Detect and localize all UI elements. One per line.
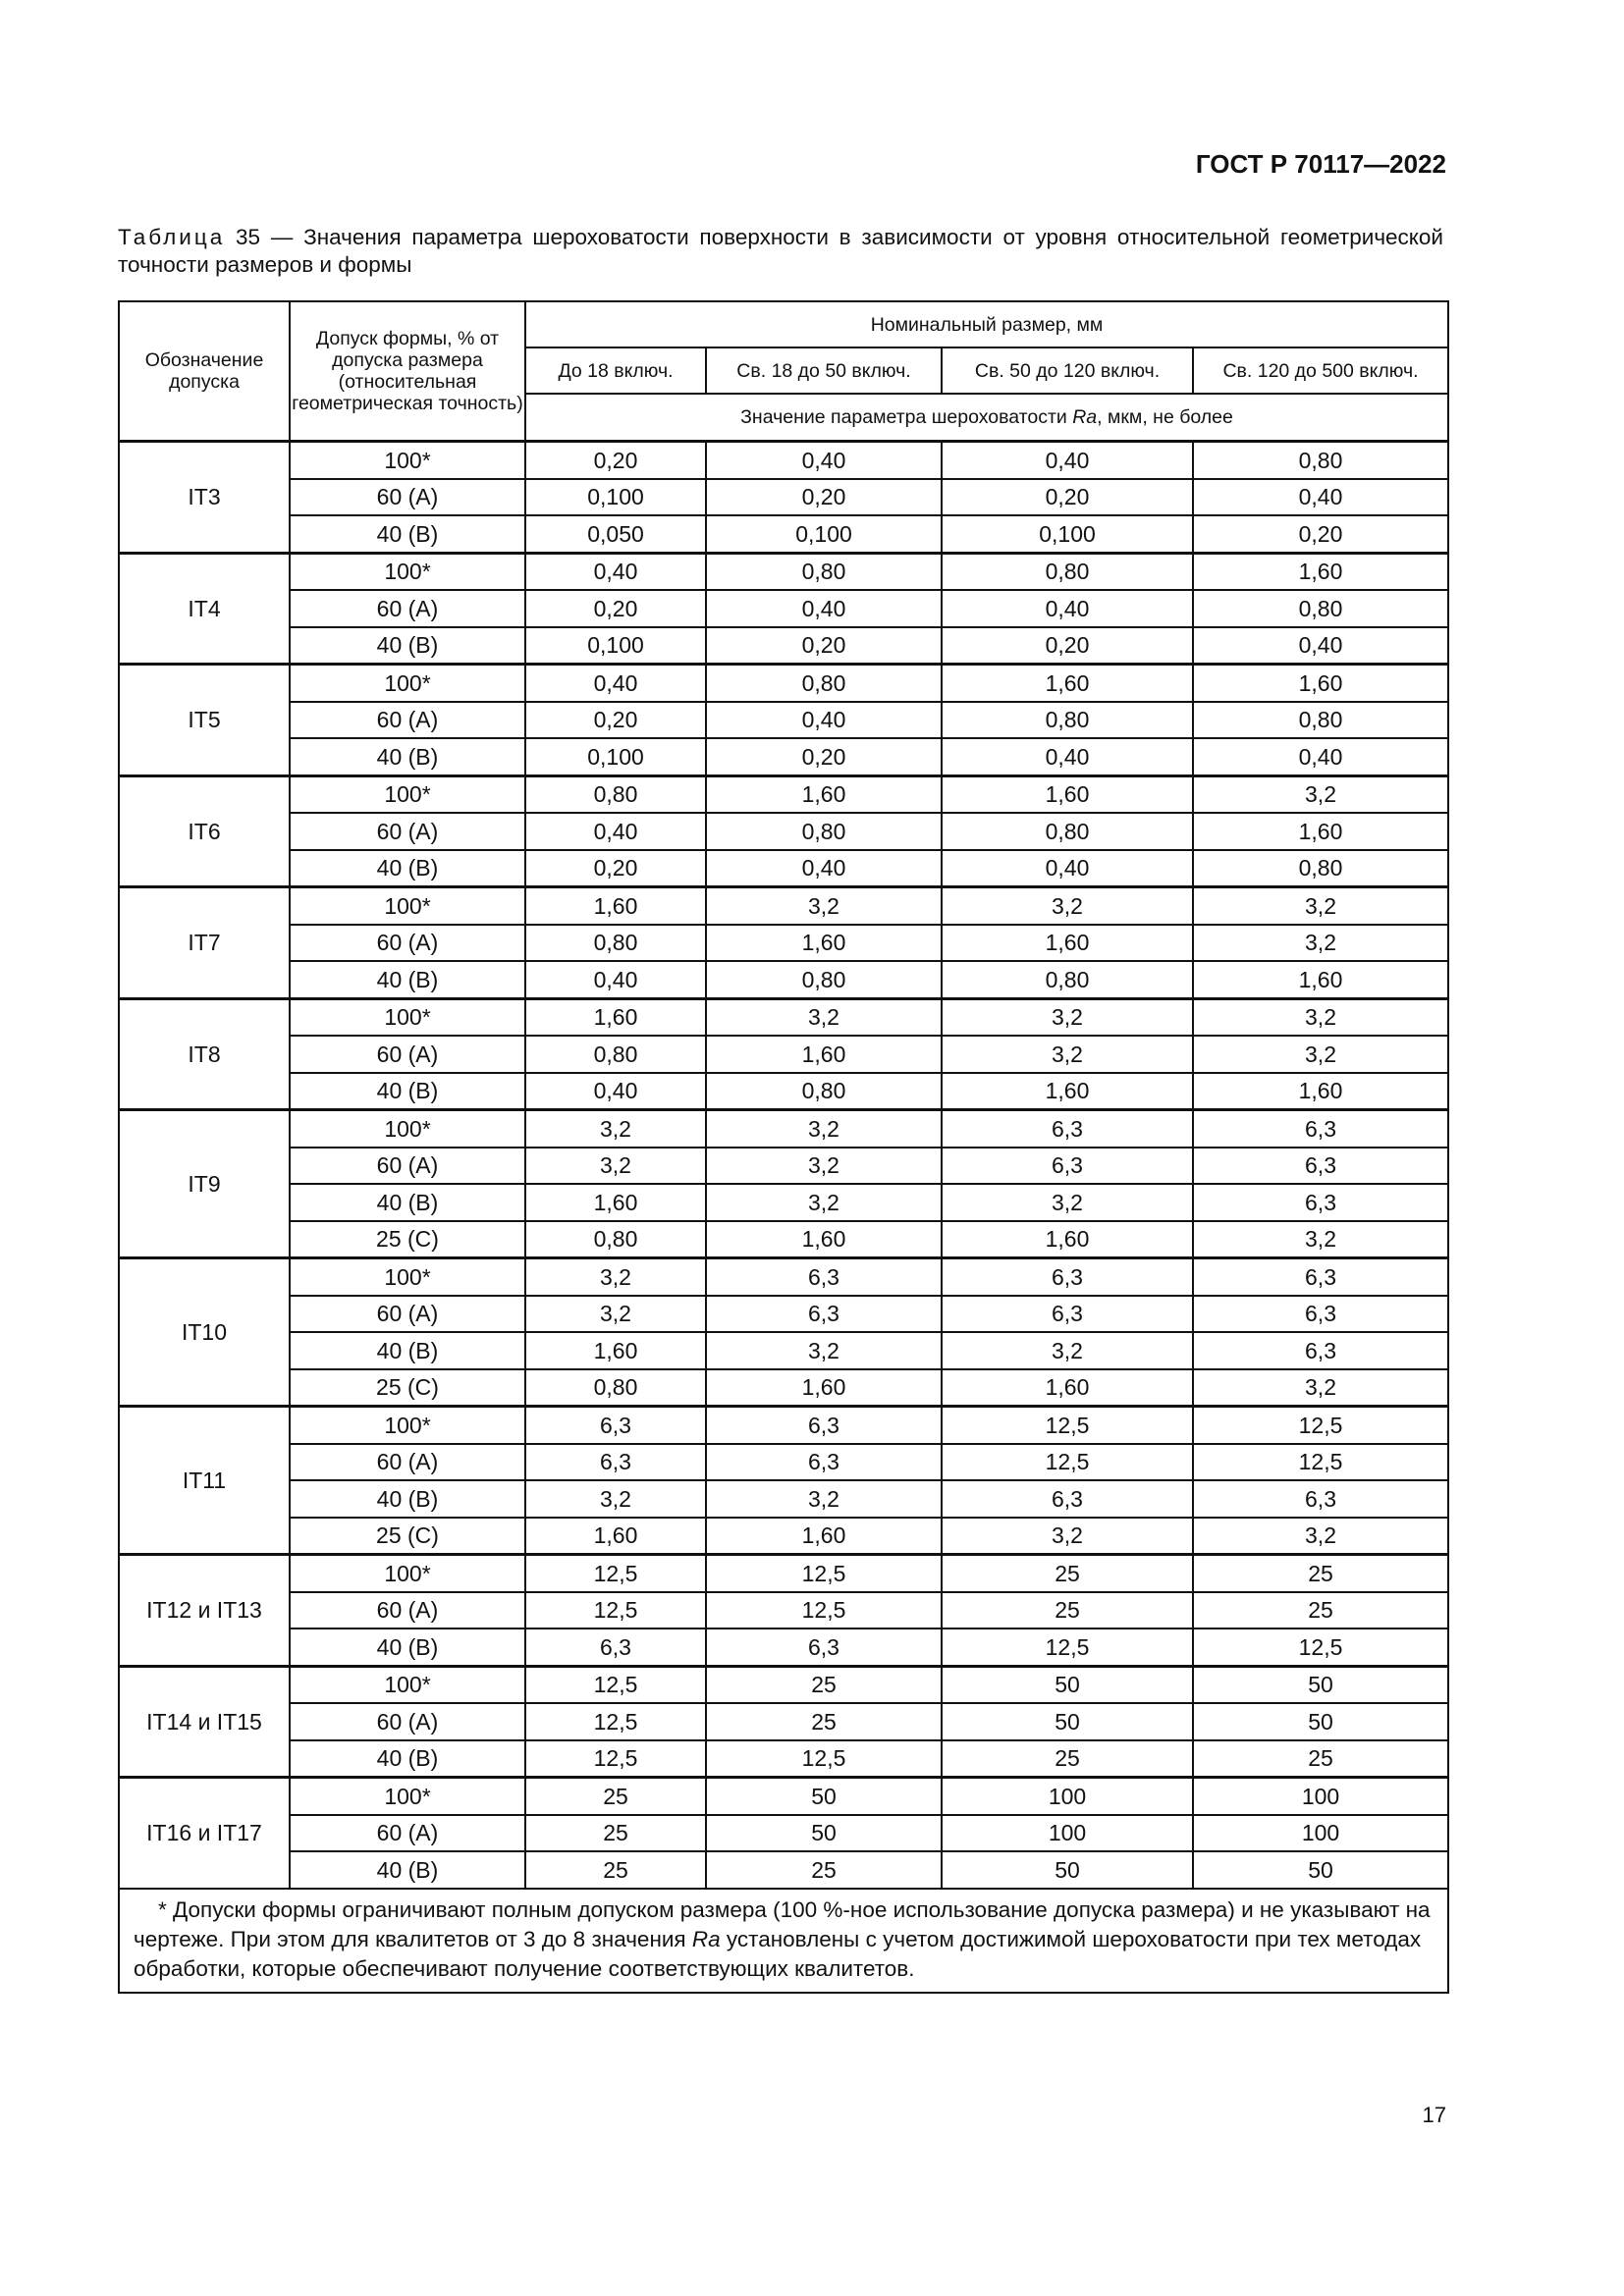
table-caption [118,224,1443,279]
form-tolerance-cell: 60 (A) [290,925,525,962]
table-row [119,1221,1448,1258]
table-row [119,813,1448,850]
table-row [119,627,1448,665]
ra-value-cell: 0,20 [942,479,1193,516]
table-row [119,1851,1448,1889]
tolerance-designation: IT14 и IT15 [119,1666,290,1778]
ra-value-cell: 0,050 [525,515,706,553]
table-row [119,1407,1448,1444]
table-row [119,553,1448,590]
form-tolerance-cell: 60 (A) [290,590,525,627]
ra-value-cell: 1,60 [942,1369,1193,1407]
ra-value-cell: 0,80 [942,961,1193,998]
ra-value-cell: 0,80 [1193,442,1448,479]
table-caption-number: 35 [236,225,261,249]
ra-value-cell: 1,60 [525,1332,706,1369]
ra-value-cell: 0,80 [525,1369,706,1407]
ra-value-cell: 25 [525,1778,706,1815]
table-body [119,442,1448,1889]
ra-value-cell: 50 [706,1778,942,1815]
ra-caption-suffix: , мкм, не более [1097,406,1233,428]
ra-value-cell: 100 [1193,1815,1448,1852]
table-row [119,1480,1448,1518]
ra-value-cell: 12,5 [942,1407,1193,1444]
form-tolerance-cell: 60 (A) [290,1592,525,1629]
form-tolerance-cell: 40 (B) [290,515,525,553]
ra-value-cell: 12,5 [525,1592,706,1629]
ra-value-cell: 100 [942,1778,1193,1815]
form-tolerance-cell: 60 (A) [290,1148,525,1185]
ra-value-cell: 3,2 [525,1148,706,1185]
ra-value-cell: 25 [525,1851,706,1889]
ra-symbol: Ra [1072,406,1098,428]
ra-value-cell: 6,3 [706,1258,942,1296]
table-footnote-section [119,1889,1448,1993]
ra-value-cell: 12,5 [525,1555,706,1592]
ra-value-cell: 0,40 [1193,738,1448,775]
table-row [119,1296,1448,1333]
ra-value-cell: 25 [525,1815,706,1852]
form-tolerance-cell: 60 (A) [290,702,525,739]
ra-value-cell: 1,60 [942,775,1193,813]
ra-value-cell: 12,5 [706,1740,942,1778]
ra-value-cell: 25 [942,1555,1193,1592]
ra-value-cell: 50 [942,1666,1193,1703]
form-tolerance-cell: 100* [290,442,525,479]
header-range: Св. 50 до 120 включ. [942,347,1193,394]
header-designation: Обозначение допуска [119,301,290,442]
table-row [119,1444,1448,1481]
ra-value-cell: 1,60 [706,925,942,962]
ra-value-cell: 1,60 [942,925,1193,962]
form-tolerance-cell: 40 (B) [290,1629,525,1666]
ra-value-cell: 1,60 [706,1518,942,1555]
ra-value-cell: 0,80 [706,553,942,590]
table-row [119,1258,1448,1296]
tolerance-designation: IT16 и IT17 [119,1778,290,1889]
roughness-table [118,300,1449,1994]
ra-value-cell: 6,3 [942,1148,1193,1185]
tolerance-designation: IT3 [119,442,290,554]
ra-value-cell: 0,100 [525,627,706,665]
ra-value-cell: 0,40 [706,850,942,887]
ra-value-cell: 1,60 [1193,553,1448,590]
ra-value-cell: 1,60 [1193,813,1448,850]
ra-value-cell: 0,40 [1193,479,1448,516]
ra-value-cell: 0,80 [706,961,942,998]
ra-value-cell: 0,40 [525,1073,706,1110]
ra-value-cell: 3,2 [1193,1518,1448,1555]
ra-value-cell: 0,80 [942,553,1193,590]
ra-value-cell: 0,40 [706,590,942,627]
tolerance-designation: IT7 [119,887,290,999]
tolerance-designation: IT4 [119,553,290,665]
ra-value-cell: 3,2 [942,998,1193,1036]
form-tolerance-cell: 40 (B) [290,627,525,665]
ra-value-cell: 12,5 [942,1629,1193,1666]
ra-value-cell: 12,5 [1193,1629,1448,1666]
ra-caption-prefix: Значение параметра шероховатости [740,406,1067,428]
ra-value-cell: 1,60 [942,1221,1193,1258]
ra-value-cell: 3,2 [525,1258,706,1296]
ra-value-cell: 3,2 [942,1184,1193,1221]
ra-value-cell: 6,3 [1193,1296,1448,1333]
form-tolerance-cell: 60 (A) [290,1815,525,1852]
form-tolerance-cell: 100* [290,998,525,1036]
ra-value-cell: 0,80 [1193,850,1448,887]
header-form-tolerance: Допуск формы, % от допуска размера (относительная геометрическая точность) [290,301,525,442]
ra-value-cell: 0,100 [525,738,706,775]
table-row [119,442,1448,479]
form-tolerance-cell: 60 (A) [290,813,525,850]
form-tolerance-cell: 40 (B) [290,1740,525,1778]
ra-value-cell: 3,2 [942,1332,1193,1369]
ra-value-cell: 6,3 [706,1296,942,1333]
form-tolerance-cell: 40 (B) [290,1480,525,1518]
form-tolerance-cell: 100* [290,887,525,925]
tolerance-designation: IT6 [119,775,290,887]
ra-value-cell: 25 [706,1851,942,1889]
ra-value-cell: 25 [1193,1592,1448,1629]
table-row [119,1592,1448,1629]
ra-value-cell: 6,3 [1193,1332,1448,1369]
table-row [119,1148,1448,1185]
table-row [119,1629,1448,1666]
form-tolerance-cell: 100* [290,665,525,702]
ra-value-cell: 3,2 [1193,925,1448,962]
ra-value-cell: 3,2 [706,1148,942,1185]
form-tolerance-cell: 100* [290,1407,525,1444]
ra-value-cell: 12,5 [525,1703,706,1740]
ra-value-cell: 3,2 [1193,998,1448,1036]
ra-value-cell: 1,60 [525,1518,706,1555]
form-tolerance-cell: 60 (A) [290,1703,525,1740]
tolerance-designation: IT5 [119,665,290,776]
ra-value-cell: 12,5 [942,1444,1193,1481]
ra-value-cell: 0,80 [525,775,706,813]
ra-value-cell: 6,3 [706,1407,942,1444]
ra-value-cell: 6,3 [942,1110,1193,1148]
ra-value-cell: 0,80 [1193,702,1448,739]
ra-value-cell: 3,2 [706,1110,942,1148]
table-row [119,665,1448,702]
ra-value-cell: 12,5 [525,1740,706,1778]
ra-value-cell: 50 [942,1851,1193,1889]
form-tolerance-cell: 100* [290,1110,525,1148]
ra-value-cell: 3,2 [525,1480,706,1518]
form-tolerance-cell: 40 (B) [290,1073,525,1110]
ra-value-cell: 1,60 [706,1369,942,1407]
page-number: 17 [1422,2103,1446,2127]
form-tolerance-cell: 60 (A) [290,1444,525,1481]
ra-value-cell: 1,60 [942,665,1193,702]
ra-value-cell: 0,40 [706,702,942,739]
ra-value-cell: 0,20 [706,479,942,516]
ra-value-cell: 0,80 [706,665,942,702]
table-row [119,1332,1448,1369]
ra-value-cell: 50 [706,1815,942,1852]
ra-value-cell: 0,40 [942,590,1193,627]
ra-value-cell: 6,3 [942,1296,1193,1333]
form-tolerance-cell: 40 (B) [290,1184,525,1221]
table-row [119,1073,1448,1110]
ra-value-cell: 6,3 [942,1258,1193,1296]
ra-value-cell: 25 [1193,1555,1448,1592]
ra-value-cell: 1,60 [525,1184,706,1221]
form-tolerance-cell: 100* [290,553,525,590]
ra-value-cell: 1,60 [942,1073,1193,1110]
ra-value-cell: 6,3 [1193,1148,1448,1185]
form-tolerance-cell: 40 (B) [290,738,525,775]
ra-value-cell: 1,60 [706,1036,942,1073]
header-ra-caption [525,394,1448,442]
ra-value-cell: 6,3 [1193,1480,1448,1518]
ra-value-cell: 0,80 [525,1221,706,1258]
ra-value-cell: 25 [942,1740,1193,1778]
ra-value-cell: 0,100 [942,515,1193,553]
table-caption-prefix: Таблица [118,225,226,249]
form-tolerance-cell: 25 (C) [290,1369,525,1407]
ra-value-cell: 12,5 [525,1666,706,1703]
form-tolerance-cell: 100* [290,775,525,813]
form-tolerance-cell: 60 (A) [290,1296,525,1333]
ra-value-cell: 0,20 [942,627,1193,665]
ra-value-cell: 3,2 [706,1332,942,1369]
table-row [119,1778,1448,1815]
ra-value-cell: 25 [706,1666,942,1703]
footnote-ra-symbol: Ra [691,1926,721,1951]
ra-value-cell: 3,2 [1193,1036,1448,1073]
table-row [119,1555,1448,1592]
ra-value-cell: 0,40 [942,850,1193,887]
ra-value-cell: 0,80 [1193,590,1448,627]
ra-value-cell: 0,40 [1193,627,1448,665]
ra-value-cell: 0,80 [525,1036,706,1073]
ra-value-cell: 6,3 [706,1629,942,1666]
form-tolerance-cell: 40 (B) [290,850,525,887]
ra-value-cell: 3,2 [706,998,942,1036]
ra-value-cell: 1,60 [525,998,706,1036]
table-row [119,961,1448,998]
ra-value-cell: 6,3 [706,1444,942,1481]
ra-value-cell: 50 [942,1703,1193,1740]
table-row [119,1815,1448,1852]
ra-value-cell: 12,5 [706,1592,942,1629]
ra-value-cell: 3,2 [706,887,942,925]
footnote-part2: установлены с учетом достижимой шероховатости при тех методах обработки, которые обеспечивают получение соответствующих квалитетов. [134,1926,1422,1981]
table-row [119,515,1448,553]
ra-value-cell: 25 [1193,1740,1448,1778]
ra-value-cell: 1,60 [1193,961,1448,998]
table-row [119,925,1448,962]
table-row [119,702,1448,739]
ra-value-cell: 0,80 [706,1073,942,1110]
ra-value-cell: 25 [706,1703,942,1740]
tolerance-designation: IT8 [119,998,290,1110]
ra-value-cell: 0,40 [525,813,706,850]
ra-value-cell: 3,2 [525,1296,706,1333]
ra-value-cell: 50 [1193,1851,1448,1889]
table-row [119,998,1448,1036]
ra-value-cell: 0,80 [942,702,1193,739]
form-tolerance-cell: 60 (A) [290,479,525,516]
ra-value-cell: 3,2 [1193,1369,1448,1407]
table-caption-text: — Значения параметра шероховатости поверхности в зависимости от уровня относительной геометрической точности размеров и формы [118,225,1443,277]
table-row [119,590,1448,627]
ra-value-cell: 0,40 [706,442,942,479]
ra-value-cell: 25 [942,1592,1193,1629]
table-row [119,1740,1448,1778]
tolerance-designation: IT9 [119,1110,290,1258]
tolerance-designation: IT11 [119,1407,290,1555]
ra-value-cell: 0,20 [525,590,706,627]
standard-designation: ГОСТ Р 70117—2022 [1195,149,1446,179]
ra-value-cell: 6,3 [525,1444,706,1481]
table-row [119,1369,1448,1407]
ra-value-cell: 6,3 [525,1629,706,1666]
ra-value-cell: 3,2 [942,887,1193,925]
ra-value-cell: 0,40 [525,665,706,702]
ra-value-cell: 1,60 [706,1221,942,1258]
ra-value-cell: 1,60 [1193,1073,1448,1110]
ra-value-cell: 3,2 [1193,775,1448,813]
ra-value-cell: 3,2 [525,1110,706,1148]
ra-value-cell: 3,2 [1193,1221,1448,1258]
table-row [119,479,1448,516]
ra-value-cell: 12,5 [706,1555,942,1592]
form-tolerance-cell: 40 (B) [290,1851,525,1889]
ra-value-cell: 0,80 [706,813,942,850]
form-tolerance-cell: 100* [290,1258,525,1296]
tolerance-designation: IT10 [119,1258,290,1407]
ra-value-cell: 0,20 [706,738,942,775]
ra-value-cell: 6,3 [1193,1258,1448,1296]
table-row [119,775,1448,813]
table-row [119,887,1448,925]
table-header [119,301,1448,442]
form-tolerance-cell: 100* [290,1666,525,1703]
ra-value-cell: 1,60 [706,775,942,813]
ra-value-cell: 3,2 [1193,887,1448,925]
table-row [119,1703,1448,1740]
form-tolerance-cell: 60 (A) [290,1036,525,1073]
footnote-part1: * Допуски формы ограничивают полным допуском размера (100 %-ное использование допуска размера) и не указывают на чертеже. При этом для квалитетов от 3 до 8 значения [134,1896,1431,1951]
ra-value-cell: 0,20 [706,627,942,665]
ra-value-cell: 0,40 [942,442,1193,479]
ra-value-cell: 100 [942,1815,1193,1852]
form-tolerance-cell: 100* [290,1778,525,1815]
ra-value-cell: 3,2 [706,1480,942,1518]
ra-value-cell: 1,60 [525,887,706,925]
ra-value-cell: 3,2 [942,1036,1193,1073]
header-range: Св. 18 до 50 включ. [706,347,942,394]
table-row [119,738,1448,775]
ra-value-cell: 3,2 [942,1518,1193,1555]
table-row [119,1036,1448,1073]
ra-value-cell: 0,20 [525,442,706,479]
form-tolerance-cell: 100* [290,1555,525,1592]
ra-value-cell: 6,3 [1193,1110,1448,1148]
ra-value-cell: 0,20 [1193,515,1448,553]
form-tolerance-cell: 25 (C) [290,1221,525,1258]
header-nominal-size: Номинальный размер, мм [525,301,1448,347]
ra-value-cell: 3,2 [706,1184,942,1221]
ra-value-cell: 0,80 [942,813,1193,850]
header-range: Св. 120 до 500 включ. [1193,347,1448,394]
ra-value-cell: 6,3 [525,1407,706,1444]
table-footnote [119,1889,1448,1993]
ra-value-cell: 0,20 [525,702,706,739]
ra-value-cell: 0,20 [525,850,706,887]
ra-value-cell: 6,3 [942,1480,1193,1518]
form-tolerance-cell: 40 (B) [290,1332,525,1369]
form-tolerance-cell: 25 (C) [290,1518,525,1555]
ra-value-cell: 0,100 [525,479,706,516]
header-range: До 18 включ. [525,347,706,394]
ra-value-cell: 0,80 [525,925,706,962]
ra-value-cell: 50 [1193,1666,1448,1703]
ra-value-cell: 0,40 [942,738,1193,775]
ra-value-cell: 0,100 [706,515,942,553]
table-row [119,850,1448,887]
ra-value-cell: 0,40 [525,553,706,590]
ra-value-cell: 12,5 [1193,1444,1448,1481]
tolerance-designation: IT12 и IT13 [119,1555,290,1667]
ra-value-cell: 50 [1193,1703,1448,1740]
table-row [119,1110,1448,1148]
ra-value-cell: 0,40 [525,961,706,998]
ra-value-cell: 6,3 [1193,1184,1448,1221]
ra-value-cell: 12,5 [1193,1407,1448,1444]
table-row [119,1666,1448,1703]
table-row [119,1184,1448,1221]
form-tolerance-cell: 40 (B) [290,961,525,998]
ra-value-cell: 1,60 [1193,665,1448,702]
table-row [119,1518,1448,1555]
ra-value-cell: 100 [1193,1778,1448,1815]
